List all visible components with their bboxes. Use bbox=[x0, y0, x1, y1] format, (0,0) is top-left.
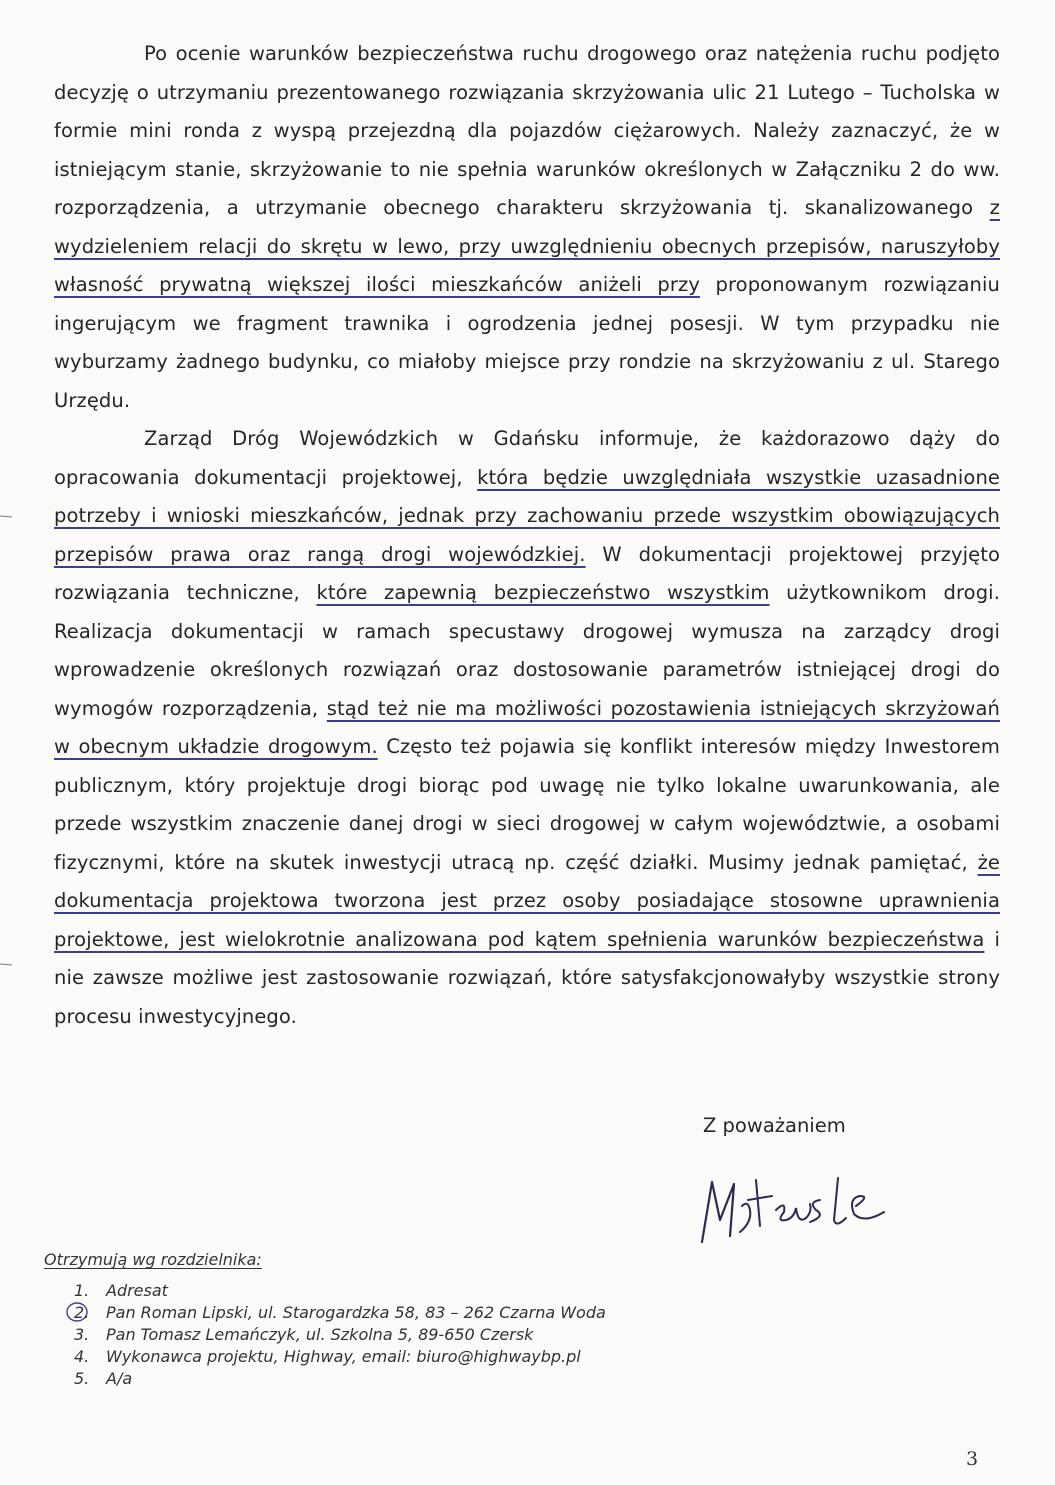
handwritten-underline: która będzie uwzględniała wszystkie uzasadnione potrzeby i wnioski mieszkańców, jednak przy zachowaniu przede wszystkim obowiązujących przepisów prawa oraz rangą drogi wojewódzkiej. bbox=[54, 465, 1000, 566]
distribution-list bbox=[74, 1280, 606, 1390]
handwritten-underline: z wydzieleniem relacji do skrętu w lewo, przy uwzględnieniu obecnych przepisów, naruszyłoby własność prywatną większej ilości mieszkańców aniżeli przy bbox=[54, 196, 1000, 296]
handwritten-underline: że dokumentacja projektowa tworzona jest przez osoby posiadające stosowne uprawnienia projektowe, jest wielokrotnie analizowana pod kątem spełnienia warunków bezpieczeństwa bbox=[54, 850, 1000, 951]
distribution-title: Otrzymują wg rozdzielnika: bbox=[44, 1250, 262, 1269]
closing-salutation: Z poważaniem bbox=[703, 1114, 846, 1137]
page-number: 3 bbox=[966, 1448, 979, 1470]
punch-mark-icon bbox=[0, 962, 14, 966]
list-item: 2. Pan Roman Lipski, ul. Starogardzka 58, 83 – 262 Czarna Woda bbox=[74, 1302, 606, 1324]
paragraph-2: Zarząd Dróg Wojewódzkich w Gdańsku informuje, że każdorazowo dąży do opracowania dokumentacji projektowej, która będzie uwzględniała wszystkie uzasadnione potrzeby i wnioski mieszkańców, jednak przy zachowaniu przede wszystkim obowiązujących przepisów prawa oraz rangą drogi wojewódzkiej. W dokumentacji projektowej przyjęto rozwiązania techniczne, które zapewnią bezpieczeństwo wszystkim użytkownikom drogi. Realizacja dokumentacji w ramach specustawy drogowej wymusza na zarządcy drogi wprowadzenie określonych rozwiązań oraz dostosowanie parametrów istniejącej drogi do wymogów rozporządzenia, stąd też nie ma możliwości pozostawienia istniejących skrzyżowań w obecnym układzie drogowym. Często też pojawia się konflikt interesów między Inwestorem publicznym, który projektuje drogi biorąc pod uwagę nie tylko lokalne uwarunkowania, ale przede wszystkim znaczenie danej drogi w sieci drogowej w całym województwie, a osobami fizycznymi, które na skutek inwestycji utracą np. część działki. Musimy jednak pamiętać, że dokumentacja projektowa tworzona jest przez osoby posiadające stosowne uprawnienia projektowe, jest wielokrotnie analizowana pod kątem spełnienia warunków bezpieczeństwa i nie zawsze możliwe jest zastosowanie rozwiązań, które satysfakcjonowałyby wszystkie strony procesu inwestycyjnego. bbox=[54, 427, 1000, 1028]
punch-mark-icon bbox=[0, 514, 14, 518]
paragraph-1: Po ocenie warunków bezpieczeństwa ruchu drogowego oraz natężenia ruchu podjęto decyzję o utrzymaniu prezentowanego rozwiązania skrzyżowania ulic 21 Lutego – Tucholska w formie mini ronda z wyspą przejezdną dla pojazdów ciężarowych. Należy zaznaczyć, że w istniejącym stanie, skrzyżowanie to nie spełnia warunków określonych w Załączniku 2 do ww. rozporządzenia, a utrzymanie obecnego charakteru skrzyżowania tj. skanalizowanego z wydzieleniem relacji do skrętu w lewo, przy uwzględnieniu obecnych przepisów, naruszyłoby własność prywatną większej ilości mieszkańców aniżeli przy proponowanym rozwiązaniu ingerującym we fragment trawnika i ogrodzenia jednej posesji. W tym przypadku nie wyburzamy żadnego budynku, co miałoby miejsce przy rondzie na skrzyżowaniu z ul. Starego Urzędu. bbox=[54, 42, 1000, 412]
letter-body bbox=[54, 35, 1000, 1036]
list-item: 5. A/a bbox=[74, 1369, 133, 1388]
list-item: 1. Adresat bbox=[74, 1281, 168, 1300]
list-item: 3. Pan Tomasz Lemańczyk, ul. Szkolna 5, 89-650 Czersk bbox=[74, 1325, 534, 1344]
handwritten-underline: które zapewnią bezpieczeństwo wszystkim bbox=[316, 581, 770, 604]
list-item: 4. Wykonawca projektu, Highway, email: biuro@highwaybp.pl bbox=[74, 1347, 581, 1366]
signature-icon bbox=[690, 1170, 900, 1250]
handwritten-underline: stąd też nie ma możliwości pozostawienia istniejących skrzyżowań w obecnym układzie drogowym. bbox=[54, 696, 1000, 758]
